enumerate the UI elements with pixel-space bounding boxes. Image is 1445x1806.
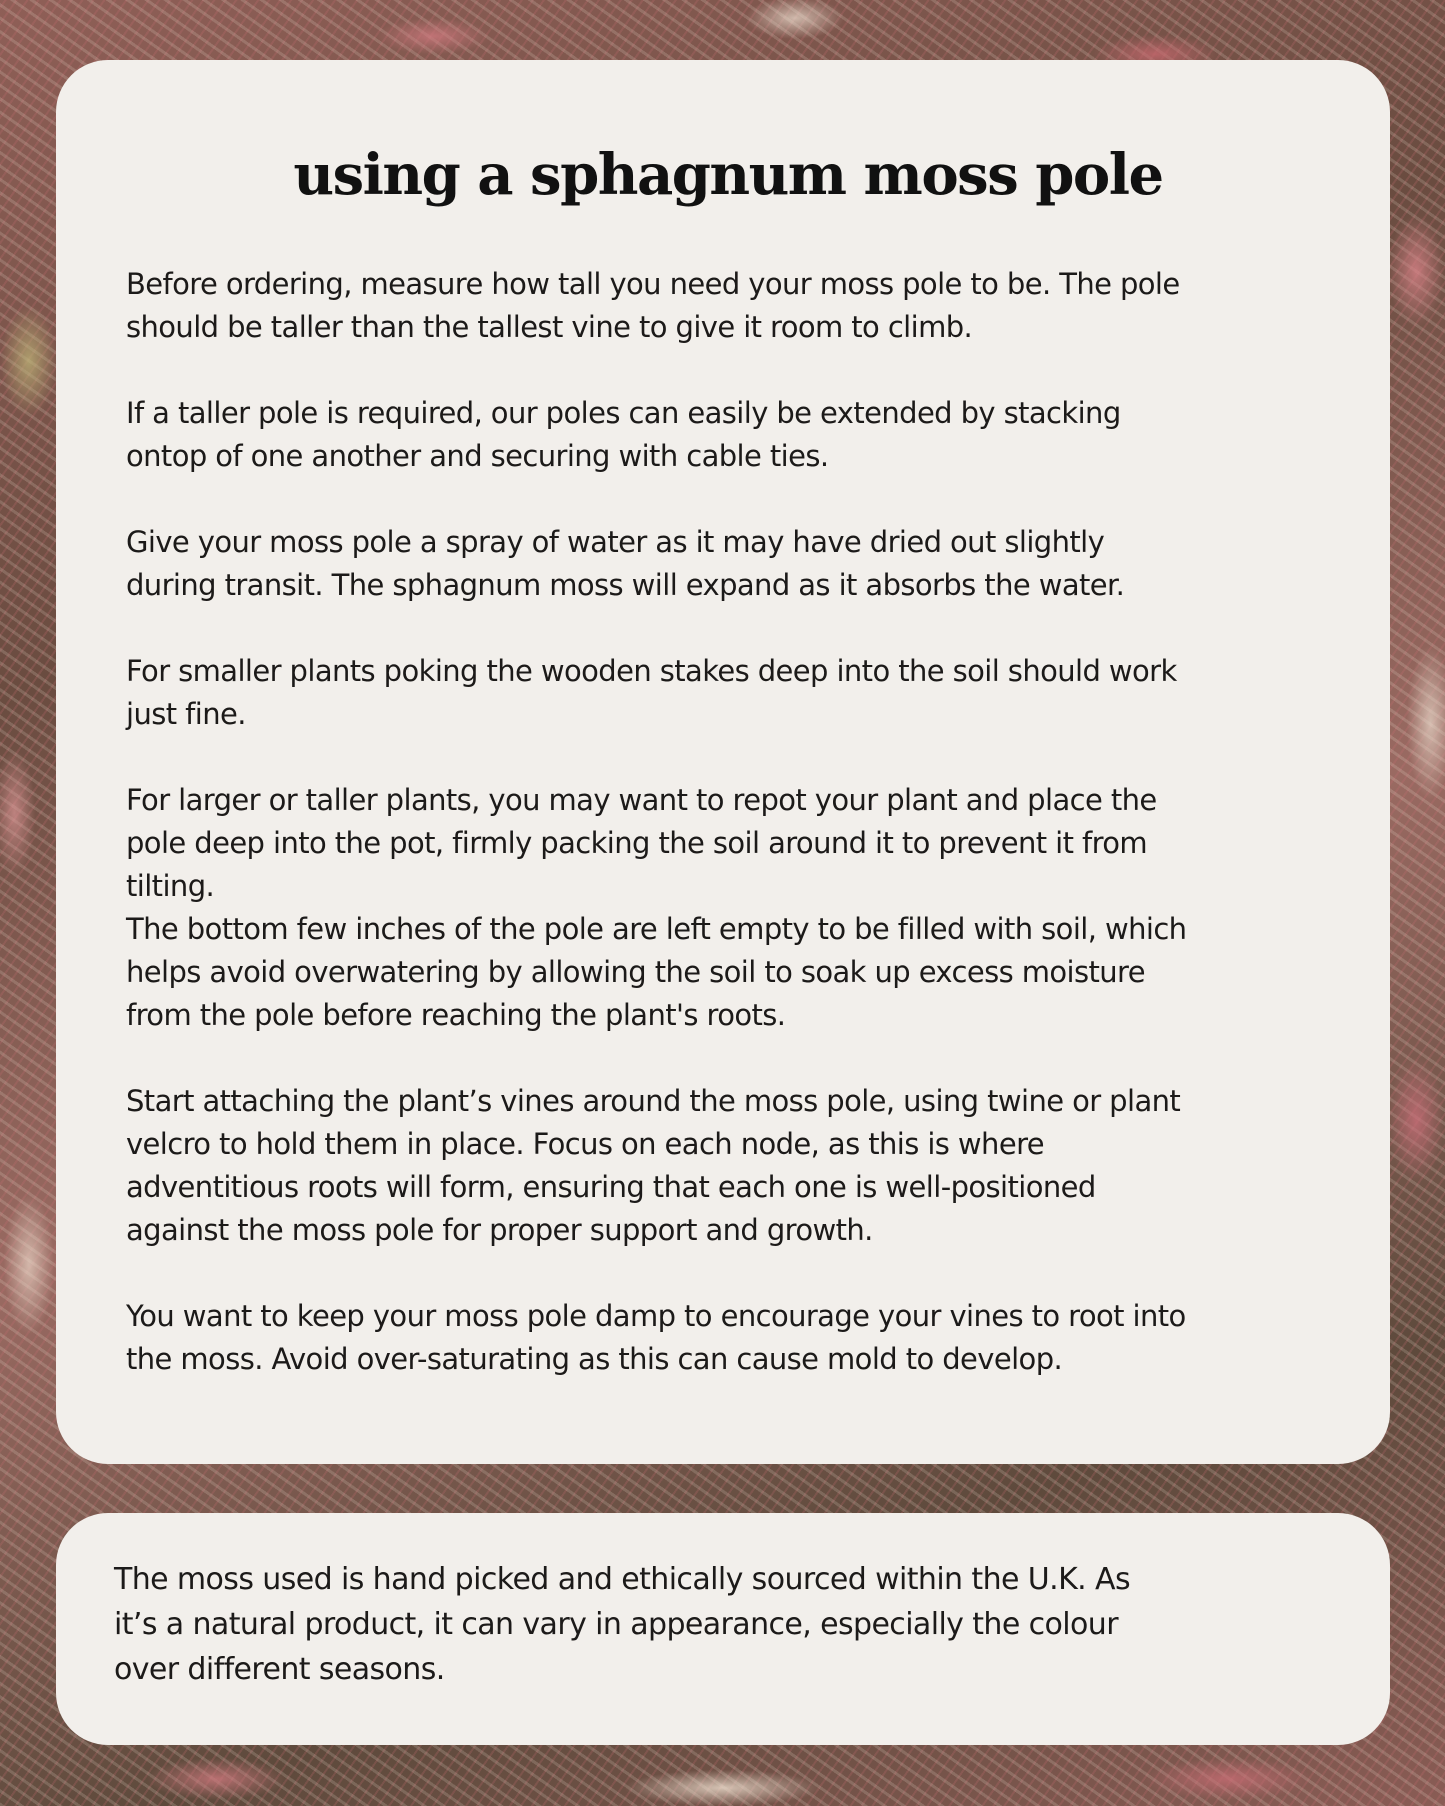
sourcing-note: The moss used is hand picked and ethically sourced within the U.K. As it’s a natural product, it can vary in appearance, especially the colour over different seasons. — [114, 1562, 1130, 1687]
paragraph-attach-vines: Start attaching the plant’s vines around the moss pole, using twine or plant velcro to hold them in place. Focus on each node, as this is where adventitious roots will form, ensuring that each one is well-positioned against the moss pole for proper support and growth. — [126, 1084, 1181, 1248]
paragraph-keep-damp: You want to keep your moss pole damp to encourage your vines to root into the moss. Avoid over-saturating as this can cause mold to develop. — [126, 1299, 1186, 1377]
page-title: using a sphagnum moss pole — [293, 142, 1163, 208]
paragraph-bottom-soil: The bottom few inches of the pole are left empty to be filled with soil, which helps avoid overwatering by allowing the soil to soak up excess moisture from the pole before reaching the plant's roots. — [126, 912, 1187, 1033]
paragraph-extend: If a taller pole is required, our poles can easily be extended by stacking ontop of one another and securing with cable ties. — [126, 396, 1121, 474]
instructions-card — [56, 60, 1390, 1464]
paragraph-small-plants: For smaller plants poking the wooden stakes deep into the soil should work just fine. — [126, 654, 1177, 732]
paragraph-large-plants: For larger or taller plants, you may want to repot your plant and place the pole deep into the pot, firmly packing the soil around it to prevent it from tilting. — [126, 783, 1157, 904]
paragraph-measure: Before ordering, measure how tall you need your moss pole to be. The pole should be taller than the tallest vine to give it room to climb. — [126, 267, 1180, 345]
sourcing-note-card — [56, 1513, 1390, 1745]
paragraph-spray: Give your moss pole a spray of water as it may have dried out slightly during transit. The sphagnum moss will expand as it absorbs the water. — [126, 525, 1125, 603]
